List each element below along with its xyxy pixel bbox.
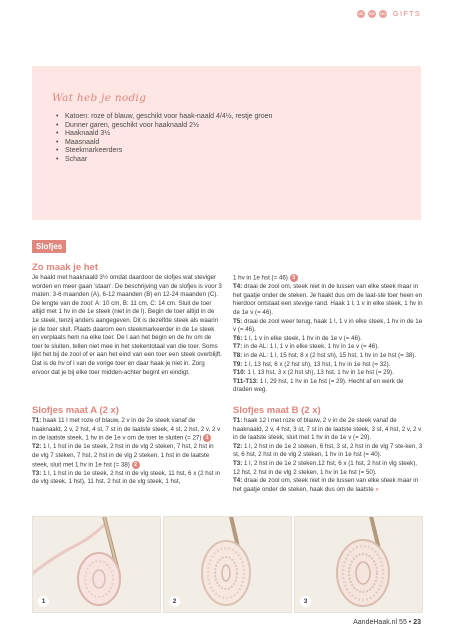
instruction-t1 bbox=[32, 417, 222, 443]
row-text: draai de zool weer terug, haak 1 l, 1 v in elke steek, 1 hv in de 1e v (= 46). bbox=[233, 317, 423, 334]
instruction-cont bbox=[233, 274, 423, 283]
row-label: T9: bbox=[233, 360, 243, 368]
instruction-t5 bbox=[233, 318, 423, 335]
crochet-sole-image bbox=[164, 517, 291, 612]
header-dot: NE bbox=[358, 11, 364, 16]
page-header bbox=[357, 9, 421, 18]
intro-text: Je haakt met haaknaald 3½ omdat daardoor de slofjes wat steviger worden en meer gaan 'staan'. De beschrijving van de slofjes is voor 3 maten: 3-6 maanden (A), 6-12 maanden (B) en 12-24 maanden (C). De lengte van de zool: A: 10 cm, B: 11 cm, C: 14 cm. Sluit de toer altijd met 1 hv in de 1e steek (niet in de l). Begin de toer altijd in de 1e steek, tenzij anders aangegeven. Dit is dezelfde steek als waarin je de toer sluit. Plaats daarom een steekmarkeerder in de 1e steek en verplaats hem na elke toer. De l aan het begin en de hv om de toer te sluiten, tellen niet mee in het stekentotaal van die toer. Soms lijkt het bij de zool of er aan het eind van een toer een steek overblijft. Dat is de hv of l van de vorige toer en daar haak je niet in. Zorg ervoor dat je bij elke toer midden-achter begint en eindigt. bbox=[32, 274, 222, 376]
row-text: 1 l, 1 hst in de 1e steek, 2 hst in de vlg 2 steken, 7 hst, 2 hst in de vlg 7 steken, 7 hst, 2 hst in de vlg 2 steken, 1 hst in de laatste steek, sluit met 1 hv in 1e hst (= 38) bbox=[32, 443, 214, 469]
row-text: haak 11 l met roze of blauw, 2 v in de 2e steek vanaf de haaknaald, 2 v, 2 hst, 4 st, 7 st in de laatste steek, 4 st, 2 hst, 2 v, 2 v in de laatste steek, 1 hv in de 1e v om de toer te sluiten (= 27) bbox=[32, 417, 221, 442]
intro-heading: Zo maak je het bbox=[32, 262, 98, 273]
header-dot: NO bbox=[379, 11, 386, 16]
instruction-t1 bbox=[233, 417, 423, 443]
list-item: • Dunner garen, geschikt voor haaknaald 2½ bbox=[56, 122, 276, 131]
row-text: 1 hv in 1e hst (= 46) bbox=[233, 274, 288, 282]
row-text: 1 l, 13 hst, 3 x (2 hst sh), 13 hst, 1 hv in 1e hst (= 29). bbox=[247, 369, 394, 377]
list-item: • Schaar bbox=[56, 156, 276, 165]
row-text: 1 l, 2 hst in de 1e 2 steken, 6 hst, 3 st, 2 hst in de vlg 7 ste-ken, 3 st, 6 hst, 2 hst in de vlg 2 steken, 1 hv in 1e hst (= 40). bbox=[233, 442, 423, 459]
step-number-badge: 2 bbox=[169, 596, 180, 607]
intro-column bbox=[32, 274, 222, 377]
row-label: T4: bbox=[233, 283, 243, 291]
instruction-t10 bbox=[233, 369, 423, 378]
instruction-t4 bbox=[233, 283, 423, 317]
header-dot: BR bbox=[369, 11, 375, 16]
row-label: T5: bbox=[233, 317, 243, 325]
row-label: T8: bbox=[233, 351, 243, 359]
footer-site: AandeHaak.nl 55 bbox=[353, 619, 407, 626]
instruction-t9 bbox=[233, 361, 423, 370]
instruction-t7 bbox=[233, 343, 423, 352]
list-item: • Maasnaald bbox=[56, 139, 276, 148]
instruction-t3 bbox=[32, 470, 222, 487]
instruction-t8 bbox=[233, 352, 423, 361]
step-badge: 2 bbox=[132, 461, 140, 469]
continuation-column bbox=[233, 274, 423, 395]
step-photo-2 bbox=[163, 516, 292, 613]
instruction-t3 bbox=[233, 460, 423, 477]
step-badge: 1 bbox=[203, 434, 211, 442]
instruction-t6 bbox=[233, 335, 423, 344]
row-text: in de AL: 1 l, 15 hst, 8 x (2 hst sh), 15 hst, 1 hv in 1e hst (= 38). bbox=[244, 351, 417, 359]
row-text: draai de zool om, steek niet in de lussen van elke steek maar in het gaatje onder de steken. Je haakt dus om de laat-ste toer heen en hierdoor ontstaat een stevige rand. Haak 1 l, 1 v in elke steek, 1 hv in de 1e v (= 46). bbox=[233, 283, 423, 317]
size-a-column bbox=[32, 417, 222, 487]
step-photo-1 bbox=[32, 516, 161, 613]
step-number-badge: 3 bbox=[300, 596, 311, 607]
footer-bullet: • bbox=[408, 619, 412, 626]
crochet-sole-image bbox=[295, 517, 422, 612]
row-label: T3: bbox=[32, 469, 42, 477]
row-label: T7: bbox=[233, 343, 243, 351]
step-number-badge: 1 bbox=[38, 596, 49, 607]
list-item: • Steekmarkeerders bbox=[56, 147, 276, 156]
row-text: in de AL: 1 l, 1 v in elke steek, 1 hv in 1e v (= 46). bbox=[244, 343, 380, 351]
materials-title: Wat heb je nodig bbox=[52, 92, 147, 104]
row-label: T1: bbox=[233, 417, 243, 424]
row-label: T1: bbox=[32, 417, 42, 424]
step-badge: 3 bbox=[290, 274, 298, 282]
row-label: T11-T13: bbox=[233, 377, 259, 385]
step-photo-3 bbox=[294, 516, 423, 613]
row-text: 1 l, 13 hst, 6 x (2 hst sh), 13 hst, 1 hv in 1e hst (= 32). bbox=[244, 360, 391, 368]
materials-list bbox=[56, 113, 276, 165]
list-item: • Katoen: roze of blauw, geschikt voor haak-naald 4/4½, restje groen bbox=[56, 113, 276, 122]
instruction-t2 bbox=[32, 443, 222, 469]
continue-arrow: » bbox=[375, 485, 379, 493]
row-label: T3: bbox=[233, 459, 243, 467]
size-b-heading: Slofjes maat B (2 x) bbox=[233, 405, 321, 416]
row-label: T2: bbox=[233, 442, 243, 450]
row-text: 1 l, 2 hst in de 1e 2 steken,12 hst, 6 x (1 hst, 2 hst in vlg steek), 12 hst, 2 hst in de vlg 2 steken, 1 hv in 1e hst (= 50). bbox=[233, 459, 418, 476]
row-label: T10: bbox=[233, 369, 246, 377]
crochet-sole-image bbox=[33, 517, 160, 612]
instruction-t2 bbox=[233, 443, 423, 460]
row-text: haak 12 l met roze of blauw, 2 v in de 2e steek vanaf de haaknaald, 2 v, 4 hst, 3 st, 7 st in de laatste steek, 3 st, 4 hst, 2 v, 2 v in de laatste steek, sluit met 1 hv in de 1e v (= 29). bbox=[233, 417, 422, 442]
size-b-column bbox=[233, 417, 423, 494]
row-label: T2: bbox=[32, 443, 42, 451]
instruction-t4 bbox=[233, 477, 423, 494]
instruction-t11 bbox=[233, 378, 423, 395]
row-text: draai de zool om, steek niet in de lussen van elke steek maar in het gaatje onder de steken, haak dus om de laatste bbox=[233, 477, 419, 493]
row-text: 1 l, 1 v in elke steek, 1 hv in de 1e v (= 46). bbox=[244, 334, 362, 342]
row-label: T4: bbox=[233, 477, 243, 485]
list-item: • Haaknaald 3½ bbox=[56, 130, 276, 139]
row-text: 1 l, 1 hst in de 1e steek, 2 hst in de vlg steek, 11 hst, 6 x (2 hst in de vlg steek, 1 hst), 11 hst, 2 hst in de vlg steek, 1 hst, bbox=[32, 469, 221, 486]
page-number: 23 bbox=[413, 619, 421, 626]
section-label: Slofjes bbox=[32, 240, 66, 253]
row-label: T6: bbox=[233, 334, 243, 342]
size-a-heading: Slofjes maat A (2 x) bbox=[32, 405, 119, 416]
section-tag: GIFTS bbox=[392, 9, 421, 18]
row-text: 1 l, 29 hst, 1 hv in 1e hst (= 29). Hecht af en werk de draden weg. bbox=[233, 377, 404, 394]
page-footer bbox=[353, 619, 421, 626]
